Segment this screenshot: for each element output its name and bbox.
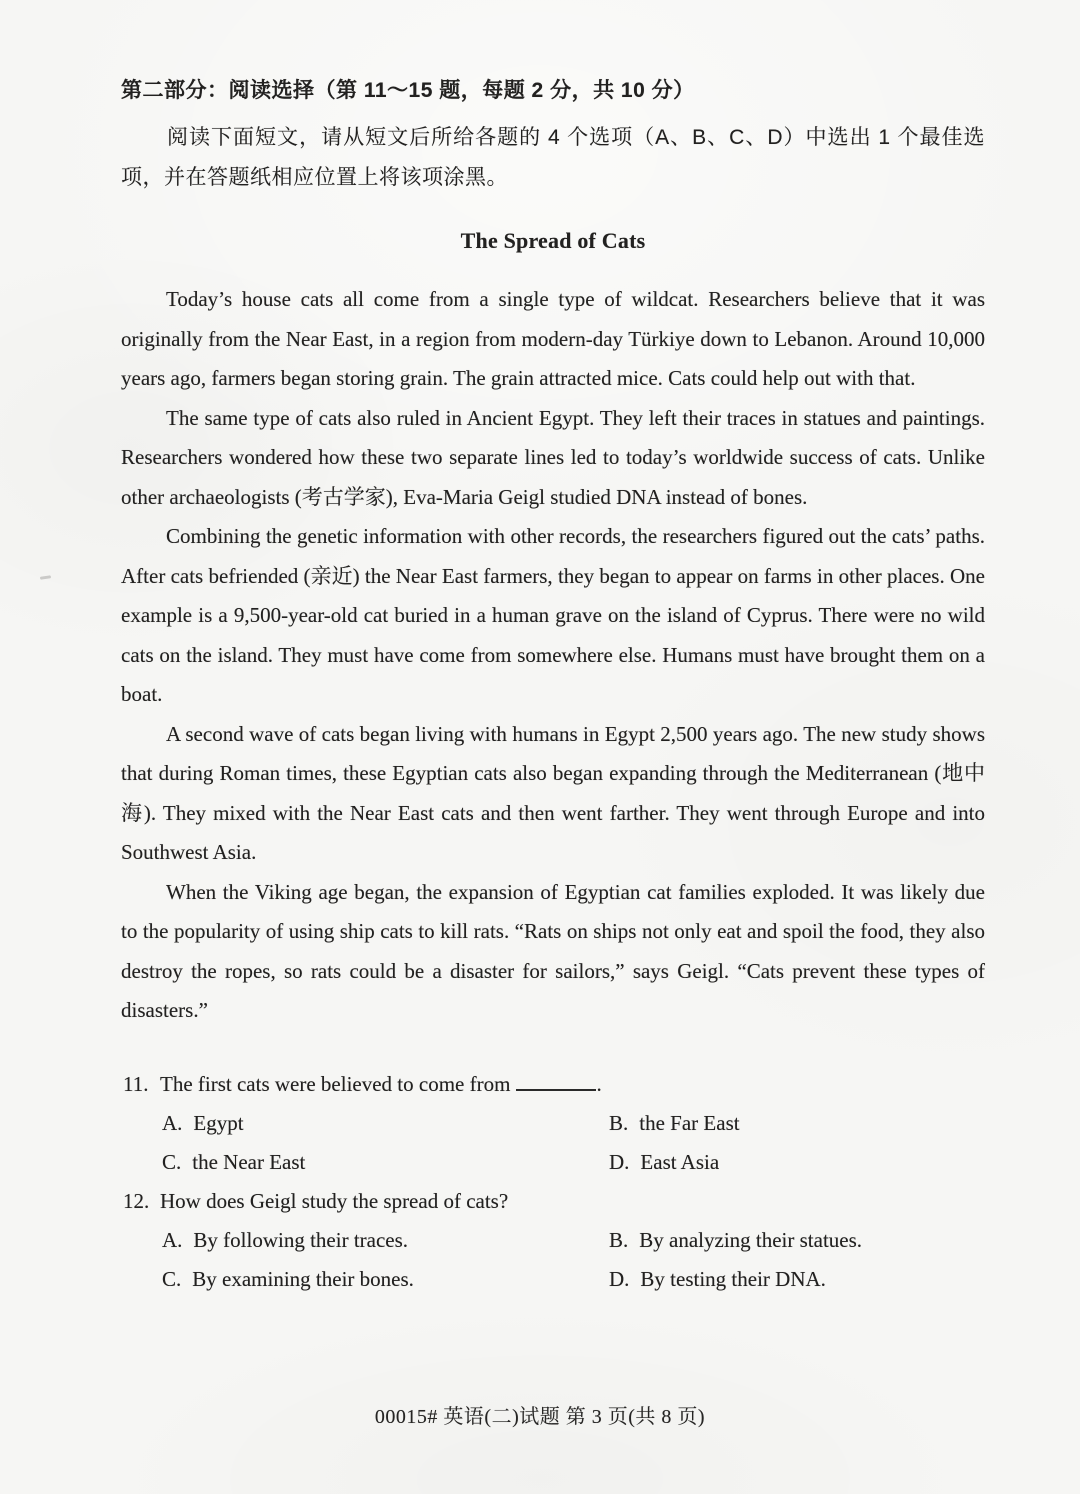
option-label: D.	[609, 1149, 630, 1174]
passage-paragraph-1: Today’s house cats all come from a single type of wildcat. Researchers believe that it was originally from the Near East, in a region from modern-day Türkiye down to Lebanon. Around 10,000 years ago, farmers began storing grain. The grain attracted mice. Cats could help out with that.	[121, 287, 985, 390]
option-11-b	[609, 1104, 985, 1143]
question-section	[121, 1065, 985, 1299]
option-12-d	[609, 1260, 985, 1299]
question-12-options	[123, 1221, 985, 1299]
question-12-stem-row	[123, 1182, 985, 1221]
option-text: By following their traces.	[193, 1227, 409, 1252]
section-instructions: 阅读下面短文，请从短文后所给各题的 4 个选项（A、B、C、D）中选出 1 个最佳选项，并在答题纸相应位置上将该项涂黑。	[121, 126, 985, 189]
passage-paragraph-3: Combining the genetic information with other records, the researchers figured out the cats’ paths. After cats befriended (亲近) the Near East farmers, they began to appear on farms in other places. One example is a 9,500-year-old cat buried in a human grave on the island of Cyprus. There were no wild cats on the island. They must have come from somewhere else. Humans must have brought them on a boat.	[121, 524, 985, 706]
option-text: By analyzing their statues.	[639, 1227, 863, 1252]
question-11-stem-row	[123, 1065, 985, 1104]
passage-title: The Spread of Cats	[460, 228, 646, 253]
question-stem-suffix: .	[596, 1071, 602, 1096]
option-12-a	[162, 1221, 609, 1260]
passage-paragraph-5: When the Viking age began, the expansion of Egyptian cat families exploded. It was likely due to the popularity of using ship cats to kill rats. “Rats on ships not only eat and spoil the food, they also destroy the ropes, so rats could be a disaster for sailors,” says Geigl. “Cats prevent these types of disasters.”	[121, 879, 985, 1022]
question-stem-text: The first cats were believed to come from	[160, 1071, 511, 1096]
question-stem	[160, 1065, 985, 1104]
option-text: the Near East	[192, 1149, 306, 1174]
option-text: the Far East	[639, 1110, 740, 1135]
option-text: By examining their bones.	[192, 1266, 414, 1291]
passage-paragraph-4: A second wave of cats began living with humans in Egypt 2,500 years ago. The new study shows that during Roman times, these Egyptian cats also began expanding through the Mediterranean (地中海). They mixed with the Near East cats and then went farther. They went through Europe and into Southwest Asia.	[121, 721, 985, 864]
option-12-b	[609, 1221, 985, 1260]
option-label: B.	[609, 1110, 629, 1135]
option-label: B.	[609, 1227, 629, 1252]
answer-blank	[516, 1089, 596, 1091]
option-11-d	[609, 1143, 985, 1182]
page-footer: 00015# 英语(二)试题 第 3 页(共 8 页)	[374, 1406, 706, 1428]
option-11-a	[162, 1104, 609, 1143]
option-label: C.	[162, 1266, 182, 1291]
reading-passage	[121, 280, 985, 1031]
question-number: 12.	[123, 1188, 150, 1213]
option-label: D.	[609, 1266, 630, 1291]
option-11-c	[162, 1143, 609, 1182]
question-12	[121, 1182, 985, 1299]
section-header: 第二部分：阅读选择（第 11～15 题，每题 2 分，共 10 分）	[121, 79, 695, 102]
option-label: A.	[162, 1227, 183, 1252]
option-text: East Asia	[640, 1149, 720, 1174]
question-number: 11.	[123, 1071, 149, 1096]
question-stem: How does Geigl study the spread of cats?	[160, 1188, 509, 1213]
page-content	[121, 0, 985, 1299]
option-text: Egypt	[193, 1110, 244, 1135]
option-label: A.	[162, 1110, 183, 1135]
scan-speck	[40, 575, 51, 580]
question-11	[121, 1065, 985, 1182]
passage-paragraph-2: The same type of cats also ruled in Ancient Egypt. They left their traces in statues and paintings. Researchers wondered how these two separate lines led to today’s worldwide success of cats. Unlike other archaeologists (考古学家), Eva-Maria Geigl studied DNA instead of bones.	[121, 405, 985, 509]
option-label: C.	[162, 1149, 182, 1174]
option-text: By testing their DNA.	[640, 1266, 826, 1291]
option-12-c	[162, 1260, 609, 1299]
question-11-options	[123, 1104, 985, 1182]
